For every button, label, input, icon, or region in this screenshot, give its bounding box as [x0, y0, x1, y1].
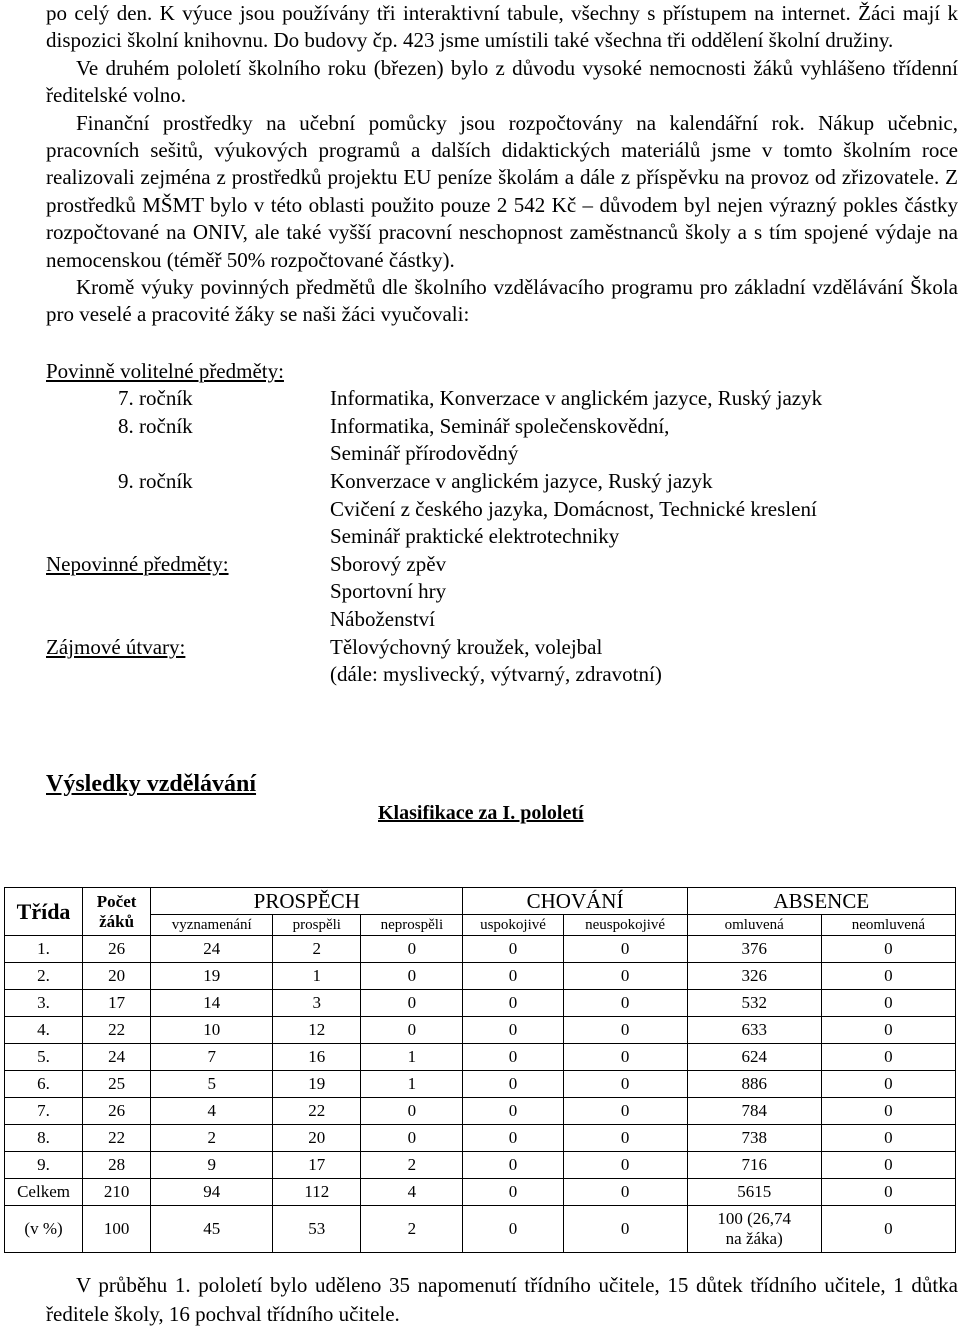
table-cell: 2. — [5, 963, 83, 990]
table-cell: 20 — [273, 1125, 361, 1152]
table-cell: 20 — [83, 963, 151, 990]
nonmandatory-subjects-line-2: Sportovní hry — [330, 579, 447, 604]
grade-9-label: 9. ročník — [118, 469, 193, 494]
table-cell: 12 — [273, 1017, 361, 1044]
subject-row — [46, 551, 958, 579]
clubs-line-2: (dále: myslivecký, výtvarný, zdravotní) — [330, 662, 662, 687]
nonmandatory-subjects-line-1: Sborový zpěv — [330, 551, 447, 576]
subject-row — [46, 634, 958, 662]
grade-9-subjects-line-2: Cvičení z českého jazyka, Domácnost, Technické kreslení — [330, 496, 817, 521]
table-row-percent — [5, 1206, 956, 1253]
table-cell: 0 — [821, 1071, 955, 1098]
table-cell: (v %) — [5, 1206, 83, 1253]
table-row — [5, 990, 956, 1017]
header-trida: Třída — [5, 888, 83, 936]
table-cell: 738 — [687, 1125, 821, 1152]
header-neprospeli: neprospěli — [361, 915, 463, 936]
table-cell: 0 — [361, 990, 463, 1017]
intro-paragraph-1: po celý den. K výuce jsou používány tři interaktivní tabule, všechny s přístupem na internet. Žáci mají k dispozici školní knihovnu. Do budovy čp. 423 jsme umístili také všechna tři oddělení školní družiny. — [46, 1, 958, 53]
table-cell: 0 — [463, 1152, 563, 1179]
percent-absence-line-1: 100 (26,74 — [717, 1209, 792, 1228]
table-cell: 0 — [361, 963, 463, 990]
table-cell: 0 — [563, 1125, 687, 1152]
table-cell: 2 — [361, 1152, 463, 1179]
table-cell: 0 — [563, 1044, 687, 1071]
intro-paragraph-2: Ve druhém pololetí školního roku (březen) bylo z důvodu vysoké nemocnosti žáků vyhlášeno třídenní ředitelské volno. — [46, 55, 958, 108]
table-cell: 14 — [151, 990, 273, 1017]
table-cell: 0 — [563, 1071, 687, 1098]
table-cell: 0 — [821, 1017, 955, 1044]
grade-7-label: 7. ročník — [118, 386, 193, 411]
table-cell: 0 — [463, 990, 563, 1017]
table-cell: 0 — [821, 1206, 955, 1253]
table-cell: 0 — [361, 1125, 463, 1152]
subject-row — [46, 413, 958, 441]
table-cell: 19 — [151, 963, 273, 990]
table-cell: 0 — [463, 1206, 563, 1253]
optional-subjects-heading: Povinně volitelné předměty: — [46, 358, 284, 383]
subject-row — [46, 468, 958, 496]
footer-paragraph: V průběhu 1. pololetí bylo uděleno 35 napomenutí třídního učitele, 15 důtek třídního učitele, 1 důtka ředitele školy, 16 pochval třídního učitele. — [46, 1273, 958, 1326]
subject-row — [46, 496, 958, 524]
table-cell: 0 — [361, 1017, 463, 1044]
table-cell: 5 — [151, 1071, 273, 1098]
table-cell: 0 — [821, 1098, 955, 1125]
header-prospech: PROSPĚCH — [151, 888, 463, 915]
table-cell: 4. — [5, 1017, 83, 1044]
table-cell: 0 — [463, 1098, 563, 1125]
table-cell: 0 — [361, 936, 463, 963]
table-cell: 19 — [273, 1071, 361, 1098]
table-cell: 0 — [563, 1152, 687, 1179]
grade-8-label: 8. ročník — [118, 413, 193, 438]
document-page — [46, 0, 958, 825]
table-cell: 25 — [83, 1071, 151, 1098]
table-cell: 22 — [83, 1125, 151, 1152]
classification-table-body — [5, 936, 956, 1206]
table-cell: 5. — [5, 1044, 83, 1071]
grade-9-subjects-line-3: Seminář praktické elektrotechniky — [330, 524, 620, 549]
table-cell: 17 — [83, 990, 151, 1017]
table-row — [5, 936, 956, 963]
table-cell: 6. — [5, 1071, 83, 1098]
table-cell: 22 — [273, 1098, 361, 1125]
table-cell: 2 — [361, 1206, 463, 1253]
table-cell: 1 — [361, 1044, 463, 1071]
clubs-label: Zájmové útvary: — [46, 634, 186, 659]
table-cell: Celkem — [5, 1179, 83, 1206]
table-cell: 0 — [821, 1044, 955, 1071]
table-cell: 100 — [83, 1206, 151, 1253]
classification-table — [4, 887, 956, 1253]
table-cell: 53 — [273, 1206, 361, 1253]
table-cell: 0 — [563, 963, 687, 990]
table-cell: 24 — [151, 936, 273, 963]
table-cell: 24 — [83, 1044, 151, 1071]
header-omluvena: omluvená — [687, 915, 821, 936]
table-cell: 16 — [273, 1044, 361, 1071]
table-row — [5, 1152, 956, 1179]
table-row — [5, 1044, 956, 1071]
table-row — [5, 1017, 956, 1044]
table-cell: 624 — [687, 1044, 821, 1071]
subject-row — [46, 385, 958, 413]
nonmandatory-subjects-line-3: Náboženství — [330, 607, 435, 632]
table-cell: 0 — [463, 936, 563, 963]
header-prospeli: prospěli — [273, 915, 361, 936]
table-cell: 0 — [821, 1125, 955, 1152]
table-cell: 0 — [463, 1071, 563, 1098]
table-cell: 9. — [5, 1152, 83, 1179]
header-absence: ABSENCE — [687, 888, 955, 915]
table-row — [5, 1098, 956, 1125]
table-cell: 0 — [463, 1125, 563, 1152]
table-cell: 326 — [687, 963, 821, 990]
table-cell: 0 — [563, 990, 687, 1017]
subject-row — [46, 606, 958, 634]
table-cell: 3 — [273, 990, 361, 1017]
table-row — [5, 963, 956, 990]
table-cell: 7. — [5, 1098, 83, 1125]
table-row — [5, 1125, 956, 1152]
table-cell: 5615 — [687, 1179, 821, 1206]
header-uspokojive: uspokojivé — [463, 915, 563, 936]
table-cell: 4 — [151, 1098, 273, 1125]
table-cell: 0 — [821, 963, 955, 990]
table-cell: 0 — [563, 936, 687, 963]
table-cell: 1 — [273, 963, 361, 990]
table-cell: 0 — [821, 1152, 955, 1179]
table-cell: 26 — [83, 936, 151, 963]
header-pocet-line-2: žáků — [99, 911, 135, 931]
header-vyznamenani: vyznamenání — [151, 915, 273, 936]
table-cell: 0 — [463, 1017, 563, 1044]
table-cell: 2 — [273, 936, 361, 963]
table-cell: 26 — [83, 1098, 151, 1125]
table-cell: 9 — [151, 1152, 273, 1179]
grade-8-subjects-line-2: Seminář přírodovědný — [330, 441, 519, 466]
table-cell: 784 — [687, 1098, 821, 1125]
intro-paragraph-3: Finanční prostředky na učební pomůcky jsou rozpočtovány na kalendářní rok. Nákup učebnic, pracovních sešitů, výukových programů a dalších didaktických materiálů jsme v tomto školním roce realizovali zejména z prostředků projektu EU peníze školám a dále z příspěvku na provoz od zřizovatele. Z prostředků MŠMT bylo v této oblasti použito pouze 2 542 Kč – důvodem byl nejen výrazný pokles částky rozpočtované na ONIV, ale také vyšší pracovní neschopnost zaměstnanců školy a s tím spojené výdaje na nemocenskou (téměř 50% rozpočtované částky). — [46, 110, 958, 272]
table-cell: 17 — [273, 1152, 361, 1179]
subject-row — [46, 440, 958, 468]
table-cell: 210 — [83, 1179, 151, 1206]
table-cell: 112 — [273, 1179, 361, 1206]
table-cell: 8. — [5, 1125, 83, 1152]
table-cell: 1. — [5, 936, 83, 963]
table-cell: 0 — [821, 990, 955, 1017]
table-row — [5, 1179, 956, 1206]
table-cell: 633 — [687, 1017, 821, 1044]
table-cell: 0 — [361, 1098, 463, 1125]
header-neomluvena: neomluvená — [821, 915, 955, 936]
header-neuspokojive: neuspokojivé — [563, 915, 687, 936]
header-pocet — [83, 888, 151, 936]
table-cell: 0 — [463, 1179, 563, 1206]
subject-row — [46, 578, 958, 606]
table-cell: 10 — [151, 1017, 273, 1044]
results-section-title: Výsledky vzdělávání — [46, 770, 257, 797]
table-cell: 45 — [151, 1206, 273, 1253]
table-cell: 0 — [563, 1179, 687, 1206]
header-pocet-line-1: Počet — [96, 891, 137, 911]
table-cell: 0 — [563, 1206, 687, 1253]
clubs-line-1: Tělovýchovný kroužek, volejbal — [330, 634, 603, 659]
table-cell: 22 — [83, 1017, 151, 1044]
nonmandatory-subjects-label: Nepovinné předměty: — [46, 551, 229, 576]
table-cell: 0 — [463, 1044, 563, 1071]
table-cell: 0 — [821, 936, 955, 963]
grade-7-subjects: Informatika, Konverzace v anglickém jazyce, Ruský jazyk — [330, 386, 823, 411]
intro-paragraph-4: Kromě výuky povinných předmětů dle školního vzdělávacího programu pro základní vzdělávání Škola pro veselé a pracovité žáky se naši žáci vyučovali: — [46, 275, 958, 327]
table-cell: 1 — [361, 1071, 463, 1098]
table-cell: 886 — [687, 1071, 821, 1098]
table-cell: 376 — [687, 936, 821, 963]
table-cell: 94 — [151, 1179, 273, 1206]
table-cell: 0 — [821, 1179, 955, 1206]
table-cell: 532 — [687, 990, 821, 1017]
table-cell: 28 — [83, 1152, 151, 1179]
classification-table-title: Klasifikace za I. pololetí — [378, 801, 584, 824]
subjects-list — [46, 385, 958, 689]
table-cell: 716 — [687, 1152, 821, 1179]
table-cell: 3. — [5, 990, 83, 1017]
percent-absence-line-2: na žáka) — [725, 1229, 783, 1248]
grade-9-subjects-line-1: Konverzace v anglickém jazyce, Ruský jazyk — [330, 469, 713, 494]
table-cell: 7 — [151, 1044, 273, 1071]
table-cell — [687, 1206, 821, 1253]
grade-8-subjects-line-1: Informatika, Seminář společenskovědní, — [330, 413, 670, 438]
table-row — [5, 1071, 956, 1098]
table-cell: 0 — [563, 1017, 687, 1044]
table-cell: 4 — [361, 1179, 463, 1206]
subject-row — [46, 523, 958, 551]
table-cell: 0 — [463, 963, 563, 990]
header-chovani: CHOVÁNÍ — [463, 888, 687, 915]
table-cell: 2 — [151, 1125, 273, 1152]
subject-row — [46, 661, 958, 689]
table-cell: 0 — [563, 1098, 687, 1125]
